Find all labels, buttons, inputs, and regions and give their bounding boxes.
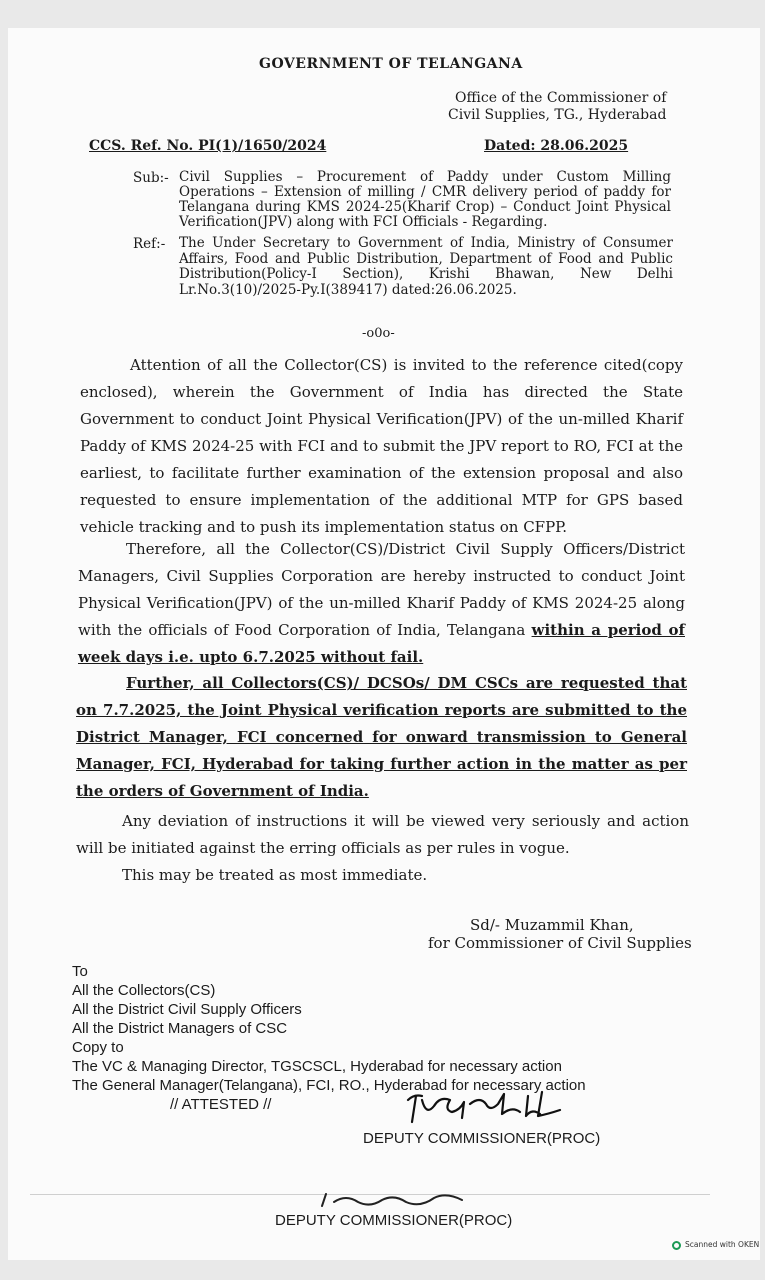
- to-item: All the District Managers of CSC: [72, 1020, 288, 1037]
- paragraph-5: This may be treated as most immediate.: [122, 866, 428, 884]
- section-divider: -o0o-: [362, 326, 395, 341]
- attested-label: // ATTESTED //: [170, 1096, 272, 1113]
- to-item: All the Collectors(CS): [72, 982, 216, 999]
- office-address: [448, 90, 666, 124]
- watermark-text: Scanned with OKEN: [685, 1240, 760, 1249]
- signatory-name: Sd/- Muzammil Khan,: [470, 916, 634, 934]
- reference-number: CCS. Ref. No. PI(1)/1650/2024: [89, 138, 327, 154]
- office-line-1: Office of the Commissioner of: [455, 90, 667, 106]
- reference-text: The Under Secretary to Government of India, Ministry of Consumer Affairs, Food and Public Distribution, Department of Food and Public Distribution(Policy-I Section), Krishi Bhawan, New Delhi Lr.No.3(10)/2025-Py.I(389417) dated:26.06.2025.: [179, 235, 673, 298]
- copy-item: The VC & Managing Director, TGSCSCL, Hyderabad for necessary action: [72, 1058, 562, 1075]
- government-title: GOVERNMENT OF TELANGANA: [259, 56, 523, 72]
- paragraph-1: Attention of all the Collector(CS) is invited to the reference cited(copy enclosed), wherein the Government of India has directed the State Government to conduct Joint Physical Verification(JPV) of the un-milled Kharif Paddy of KMS 2024-25 with FCI and to submit the JPV report to RO, FCI at the earliest, to facilitate further examination of the extension proposal and also requested to ensure implementation of the additional MTP for GPS based vehicle tracking and to push its implementation status on CFPP.: [80, 356, 683, 536]
- reference-label: Ref:-: [133, 236, 166, 252]
- to-item: All the District Civil Supply Officers: [72, 1001, 302, 1018]
- subject-label: Sub:-: [133, 170, 169, 186]
- copy-item: The General Manager(Telangana), FCI, RO., Hyderabad for necessary action: [72, 1077, 586, 1094]
- paragraph-2-text: Therefore, all the Collector(CS)/District Civil Supply Officers/District Managers, Civil Supplies Corporation are hereby instructed to conduct Joint Physical Verification(JPV) of the un-milled Kharif Paddy of KMS 2024-25 along with the officials of Food Corporation of India, Telangana: [78, 540, 685, 639]
- paragraph-3-instruction: Further, all Collectors(CS)/ DCSOs/ DM CSCs are requested that on 7.7.2025, the Joint Physical verification reports are submitted to the District Manager, FCI concerned for onward transmission to General Manager, FCI, Hyderabad for taking further action in the matter as per the orders of Government of India.: [76, 674, 687, 800]
- paragraph-2: [78, 536, 685, 671]
- subject-text: Civil Supplies – Procurement of Paddy under Custom Milling Operations – Extension of milling / CMR delivery period of paddy for Telangana during KMS 2024-25(Kharif Crop) – Conduct Joint Physical Verification(JPV) along with FCI Officials - Regarding.: [179, 169, 671, 230]
- handwritten-signature: [400, 1086, 570, 1130]
- paragraph-2-deadline: within a period of week days i.e. upto 6.7.2025 without fail.: [78, 621, 685, 666]
- scanner-watermark: [672, 1240, 759, 1250]
- scanner-logo-icon: [672, 1241, 681, 1250]
- copy-label: Copy to: [72, 1039, 124, 1056]
- document-date: Dated: 28.06.2025: [484, 138, 629, 154]
- signatory-designation: for Commissioner of Civil Supplies: [428, 934, 692, 952]
- to-label: To: [72, 963, 88, 980]
- deputy-commissioner-stamp: DEPUTY COMMISSIONER(PROC): [275, 1212, 513, 1229]
- deputy-commissioner-signature: DEPUTY COMMISSIONER(PROC): [363, 1130, 601, 1147]
- office-line-2: Civil Supplies, TG., Hyderabad: [448, 107, 667, 123]
- secondary-signature: [316, 1190, 476, 1212]
- paragraph-4: Any deviation of instructions it will be viewed very seriously and action will be initiated against the erring officials as per rules in vogue.: [76, 812, 689, 857]
- distribution-list: [72, 962, 586, 1095]
